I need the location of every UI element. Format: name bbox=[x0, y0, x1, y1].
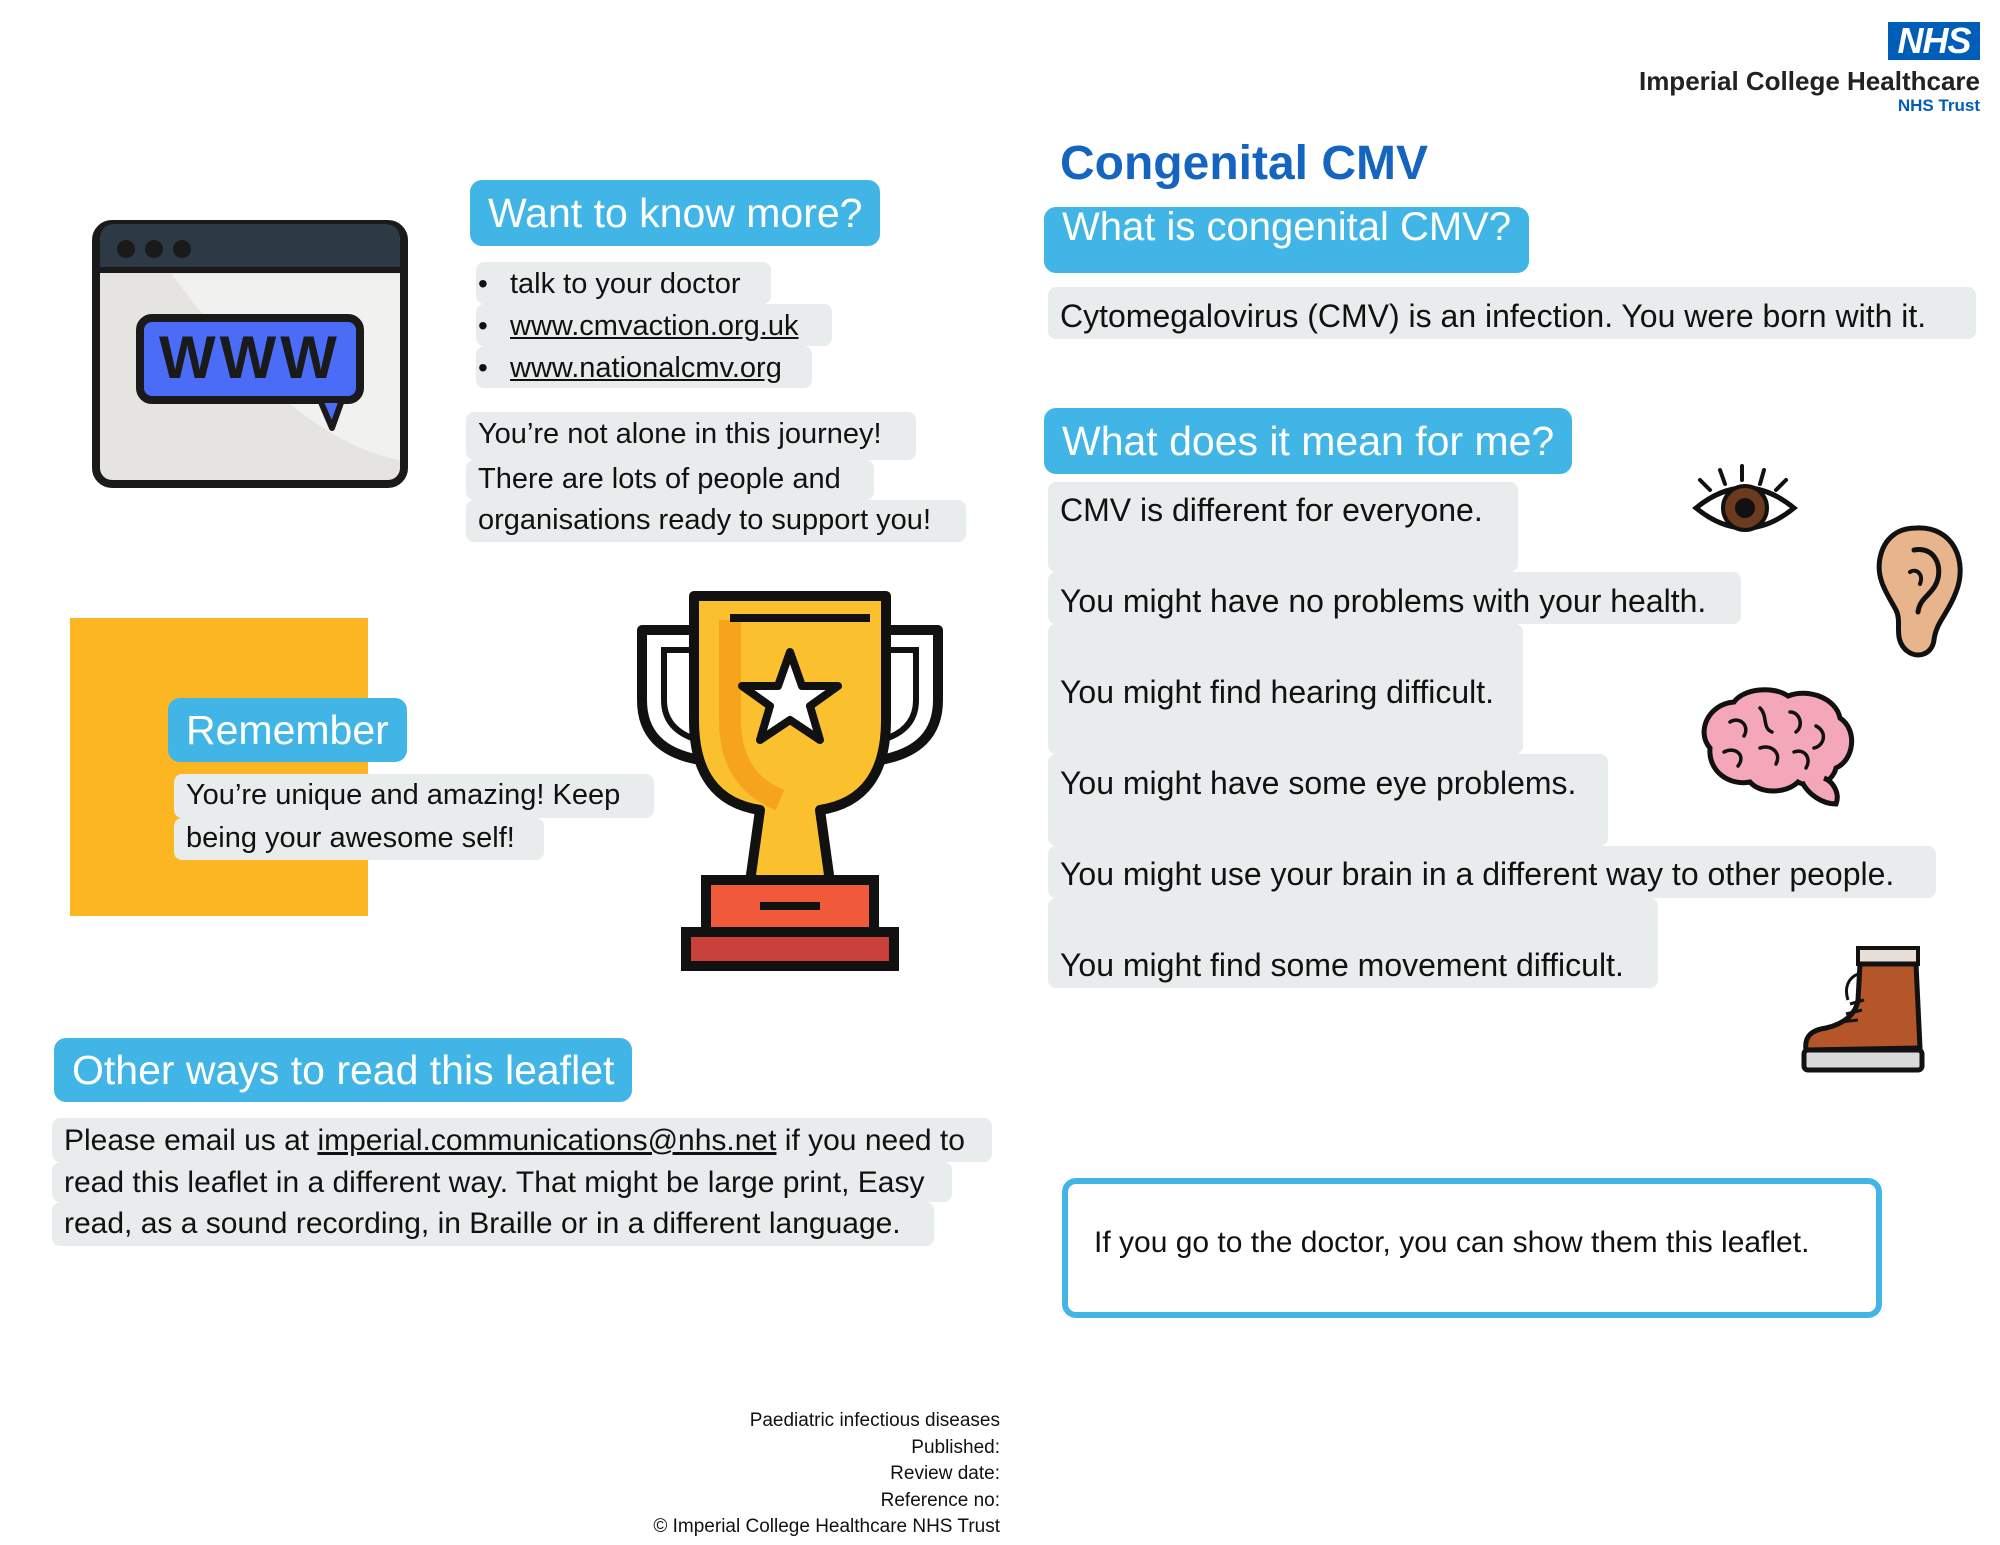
org-name: Imperial College Healthcare bbox=[1638, 66, 1980, 96]
other-ways-line-3: read, as a sound recording, in Braille or in a different language. bbox=[64, 1207, 901, 1240]
brain-icon bbox=[1690, 682, 1860, 812]
other-ways-line-2: read this leaflet in a different way. That might be large print, Easy bbox=[64, 1166, 925, 1199]
meaning-line-2: You might find hearing difficult. bbox=[1060, 674, 1495, 710]
meaning-line-0: CMV is different for everyone. bbox=[1060, 492, 1483, 528]
meaning-heading: What does it mean for me? bbox=[1044, 408, 1572, 474]
other-ways-line-1 bbox=[64, 1124, 965, 1158]
other-ways-heading: Other ways to read this leaflet bbox=[54, 1038, 632, 1102]
bullet-dot-1: • bbox=[478, 310, 488, 341]
bullet-talk-doctor: talk to your doctor bbox=[510, 268, 741, 300]
doctor-note-text: If you go to the doctor, you can show them this leaflet. bbox=[1094, 1226, 1810, 1259]
know-more-heading: Want to know more? bbox=[470, 180, 880, 246]
footer-reference: Reference no: bbox=[880, 1489, 1000, 1511]
other-ways-prefix: Please email us at bbox=[64, 1124, 318, 1157]
boot-icon bbox=[1798, 944, 1938, 1084]
footer bbox=[653, 1408, 1000, 1541]
eye-icon bbox=[1690, 462, 1810, 542]
www-browser-icon bbox=[92, 220, 408, 488]
what-is-body: Cytomegalovirus (CMV) is an infection. You were born with it. bbox=[1060, 298, 1927, 334]
footer-copyright: © Imperial College Healthcare NHS Trust bbox=[653, 1516, 1000, 1537]
meaning-line-3: You might have some eye problems. bbox=[1060, 765, 1577, 801]
footer-department: Paediatric infectious diseases bbox=[749, 1410, 1000, 1431]
footer-review: Review date: bbox=[890, 1463, 1000, 1484]
nhs-logo: NHS bbox=[1888, 22, 1980, 60]
support-line-0: You’re not alone in this journey! bbox=[478, 418, 882, 450]
meaning-line-1: You might have no problems with your health. bbox=[1060, 583, 1707, 619]
other-ways-suffix: if you need to bbox=[776, 1124, 965, 1157]
page-title: Congenital CMV bbox=[1060, 137, 1428, 190]
www-text: WWW bbox=[159, 324, 341, 391]
remember-heading: Remember bbox=[168, 698, 407, 762]
remember-line-0: You’re unique and amazing! Keep bbox=[186, 779, 621, 811]
bullet-dot-2: • bbox=[478, 352, 488, 383]
remember-line-1: being your awesome self! bbox=[186, 822, 515, 854]
trophy-icon bbox=[630, 590, 950, 975]
trust-name: NHS Trust bbox=[1897, 96, 1980, 115]
support-line-1: There are lots of people and bbox=[478, 463, 841, 495]
meaning-line-4: You might use your brain in a different way to other people. bbox=[1060, 856, 1895, 892]
meaning-line-5: You might find some movement difficult. bbox=[1060, 947, 1624, 983]
link-cmvaction[interactable]: www.cmvaction.org.uk bbox=[510, 310, 799, 342]
bullet-dot-0: • bbox=[478, 268, 488, 299]
footer-published: Published: bbox=[911, 1436, 1000, 1458]
what-is-heading: What is congenital CMV? bbox=[1044, 207, 1529, 273]
yellow-block bbox=[70, 618, 368, 916]
support-line-2: organisations ready to support you! bbox=[478, 504, 931, 536]
ear-icon bbox=[1876, 522, 1966, 662]
email-link[interactable]: imperial.communications@nhs.net bbox=[317, 1124, 777, 1157]
link-nationalcmv[interactable]: www.nationalcmv.org bbox=[510, 352, 782, 384]
